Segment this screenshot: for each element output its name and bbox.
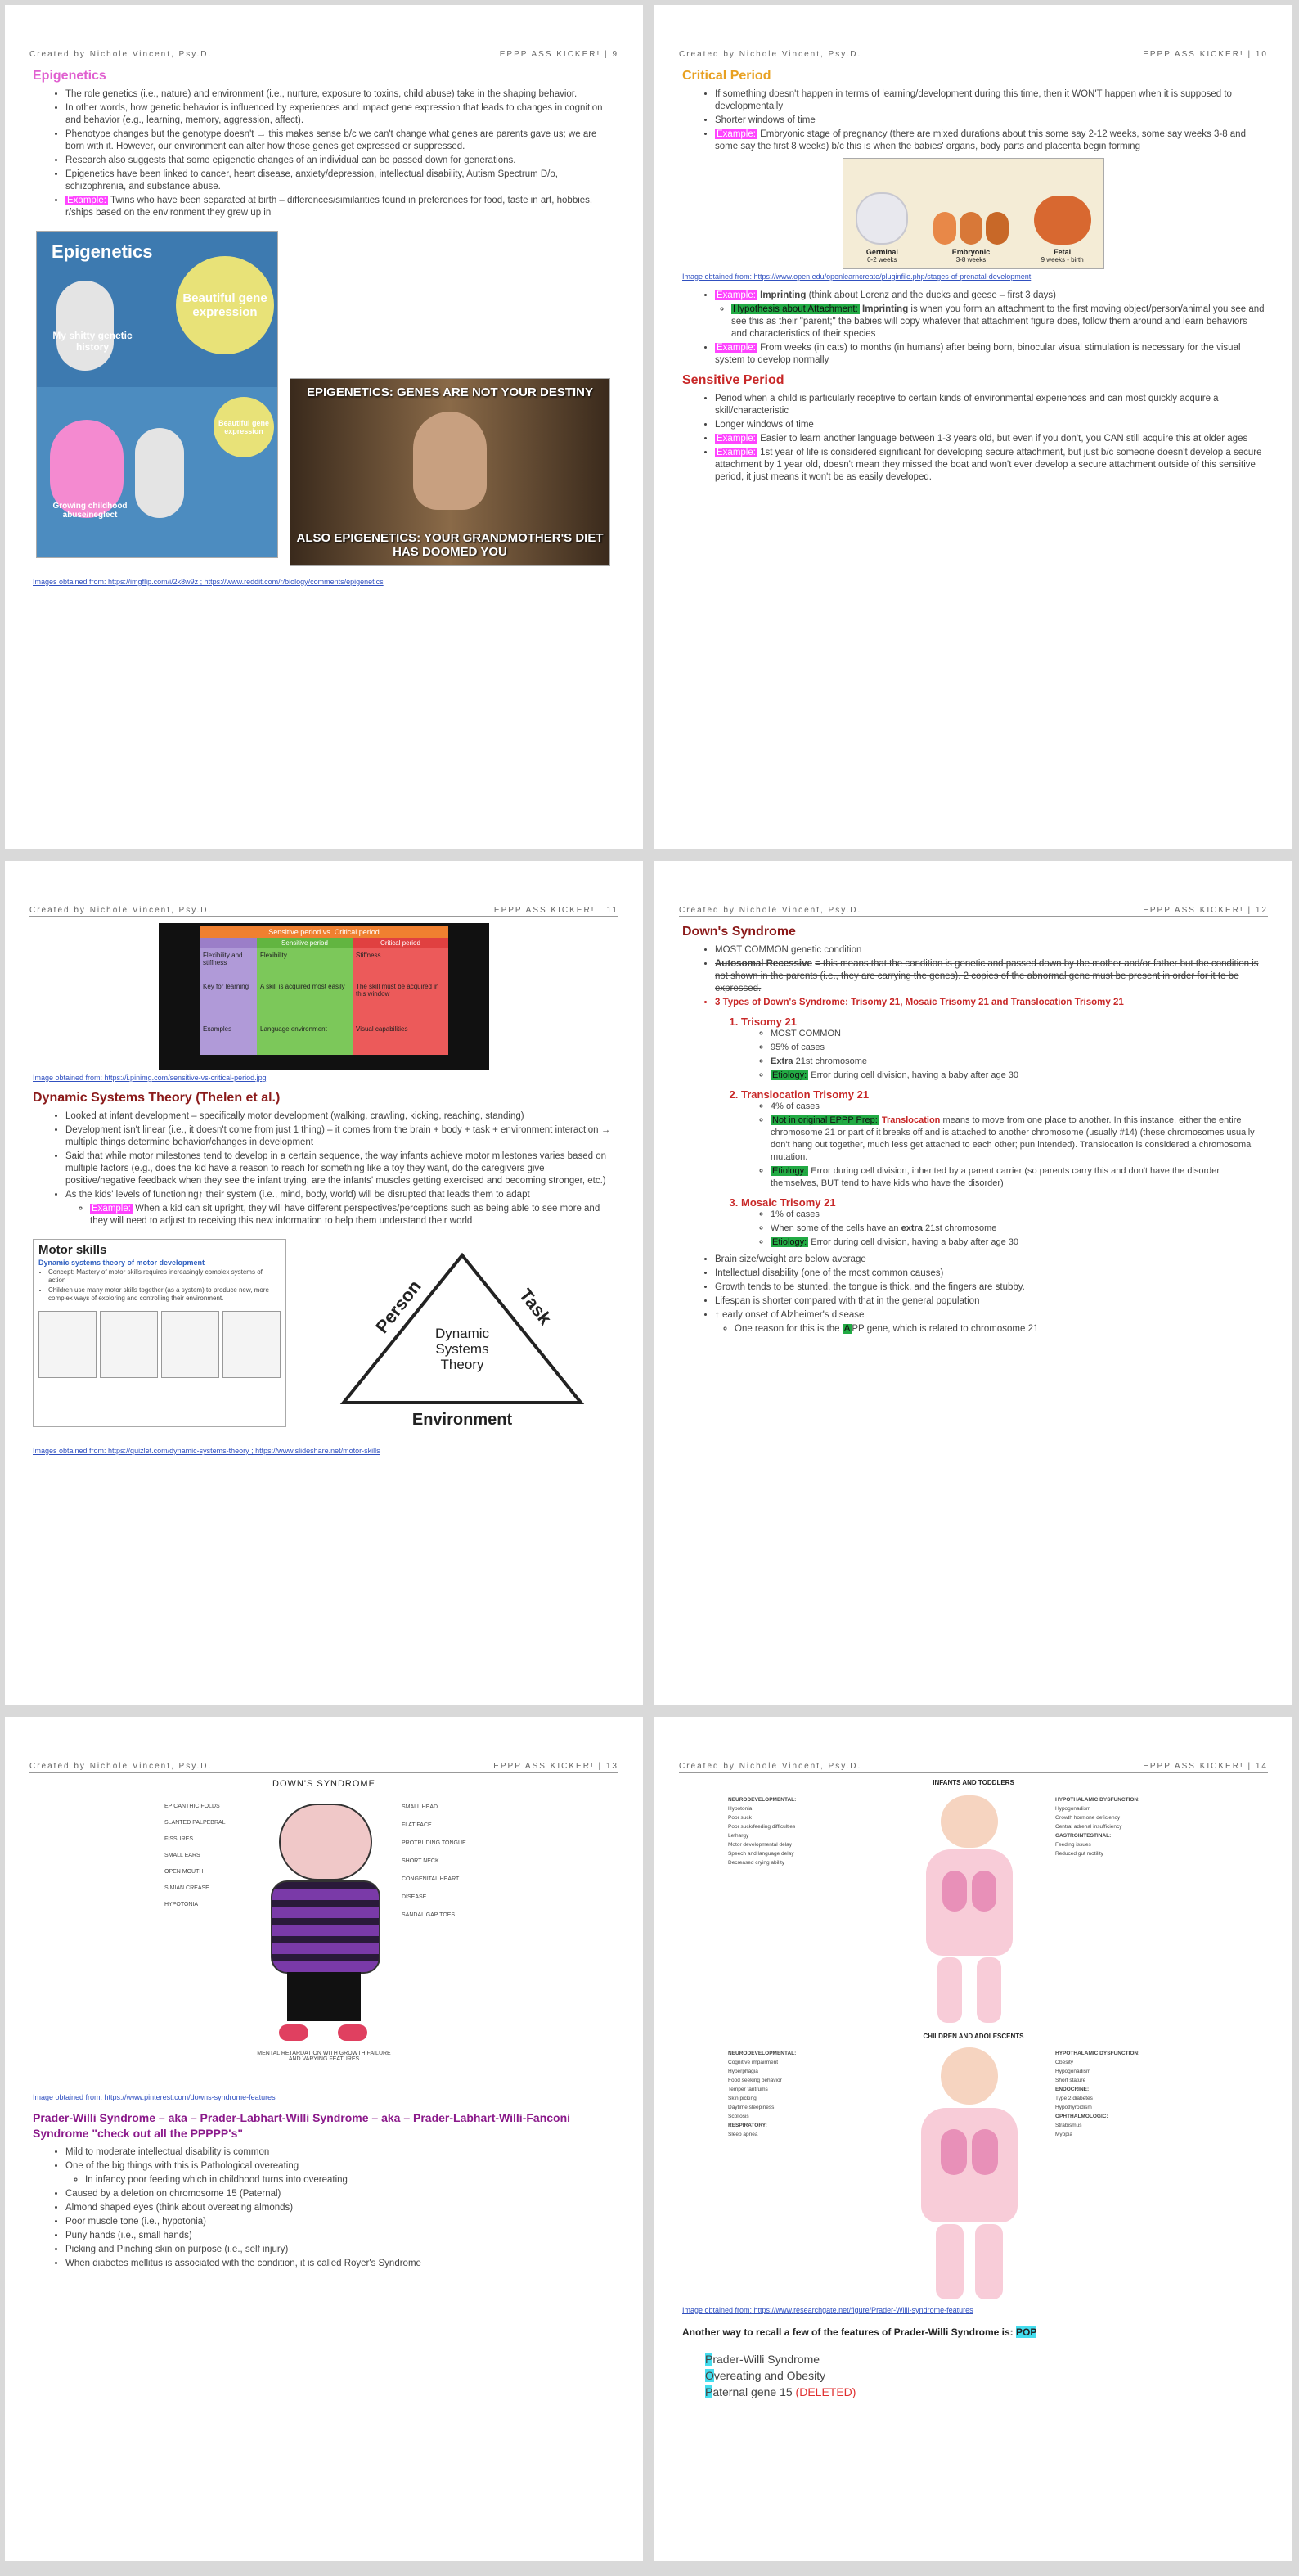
type-item: 3. Mosaic Trisomy 21 ◦ 1% of cases ◦ When some of the cells have an extra 21st chromosome ◦ Etiology: Error during cell division, having a baby after age 30 (741, 1196, 1265, 1249)
meme-panel-bottom (37, 387, 278, 558)
image-caption[interactable]: Image obtained from: https://www.researchgate.net/figure/Prader-Willi-syndrome-features (682, 2306, 973, 2314)
header-author: Created by Nichole Vincent, Psy.D. (29, 906, 213, 915)
example-label: Example: (717, 448, 756, 457)
left-labels: EPICANTHIC FOLDS SLANTED PALPEBRAL FISSURES SMALL EARS OPEN MOUTH SIMIAN CREASE HYPOTONIA (164, 1804, 226, 1907)
meme-panel-top (37, 232, 278, 387)
speech-bubble: Beautiful gene expression (214, 397, 274, 457)
list-item: ◦ One reason for this is the A PP gene, which is related to chromosome 21 (735, 1323, 1265, 1335)
stage-fetal: Fetal 9 weeks - birth (1034, 196, 1091, 263)
bullet-list (682, 393, 1265, 484)
mnemonic-line: Overeating and Obesity (705, 2369, 826, 2382)
example-label: Example: (717, 129, 756, 139)
child-shoe-left (279, 2024, 308, 2041)
section-title: Prader-Willi Syndrome – aka – Prader-Labhart-Willi Syndrome – aka – Prader-Labhart-Willi-Fanconi Syndrome "check out all the PPPPP's" (33, 2111, 571, 2140)
page-10 (654, 5, 1292, 849)
fetus-icon (1034, 196, 1091, 245)
meme-label: My shitty genetic history (52, 330, 133, 353)
figure-area (33, 1239, 615, 1443)
triangle-label-person: Person (371, 1276, 425, 1337)
list-item: • When diabetes mellitus is associated with the condition, it is called Royer's Syndrome (65, 2258, 615, 2270)
page-12 (654, 861, 1292, 1705)
section-title: Epigenetics (33, 69, 106, 83)
header-author: Created by Nichole Vincent, Psy.D. (679, 906, 862, 915)
hypothesis-label: Hypothesis about Attachment: (733, 304, 858, 314)
header-author: Created by Nichole Vincent, Psy.D. (679, 1762, 862, 1771)
page-header: Created by Nichole Vincent, Psy.D. EPPP ASS KICKER! | 12 (679, 902, 1268, 917)
mnemonic-highlight: POP (1016, 2326, 1037, 2338)
right-labels: SMALL HEAD FLAT FACE PROTRUDING TONGUE SHORT NECK CONGENITAL HEART DISEASE SANDAL GAP TOES (402, 1804, 466, 1918)
child-features-figure (712, 2033, 1235, 2303)
list-item: • The role genetics (i.e., nature) and environment (i.e., nurture, exposure to toxins, child abuse) take in the shaping behavior. (65, 88, 615, 101)
destiny-meme (290, 378, 610, 566)
header-brand: EPPP ASS KICKER! (493, 1762, 595, 1771)
bullet-list (682, 944, 1265, 1009)
child-right-list: HYPOTHALAMIC DYSFUNCTION: Obesity Hypogonadism Short stature ENDOCRINE: Type 2 diabetes Hypothyroidism OPHTHALMOLOGIC: Strabismus Myopia (1055, 2051, 1140, 2137)
recall-line: Another way to recall a few of the features of Prader-Willi Syndrome is: POP (682, 2326, 1037, 2338)
page-header: Created by Nichole Vincent, Psy.D. EPPP ASS KICKER! | 11 (29, 902, 618, 917)
meme-label: Growing childhood abuse/neglect (52, 502, 128, 520)
bullet-list (33, 88, 615, 219)
prenatal-stages-figure (843, 158, 1104, 269)
image-caption[interactable]: Images obtained from: https://quizlet.com/dynamic-systems-theory ; https://www.slideshare.net/motor-skills (33, 1447, 380, 1455)
list-item: • 3 Types of Down's Syndrome: Trisomy 21, Mosaic Trisomy 21 and Translocation Trisomy 21 (715, 997, 1265, 1009)
list-item: ◦ Hypothesis about Attachment: Imprinting is when you form an attachment to the first moving object/person/animal you see and see this as their "parent;" the babies will copy whatever that attachment figure does, follow them around and learn behaviors and characteristics of their species (731, 304, 1265, 340)
stage-germinal: Germinal 0-2 weeks (856, 192, 908, 263)
list-item: ◦ Example: When a kid can sit upright, they will have different perspectives/perceptions such as being able to see more and they will need to adjust to receiving this new information to help them understand their world (90, 1203, 615, 1227)
page-header: Created by Nichole Vincent, Psy.D. EPPP ASS KICKER! | 14 (679, 1758, 1268, 1773)
image-caption[interactable]: Images obtained from: https://imgflip.com/i/2k8w9z ; https://www.reddit.com/r/biology/comments/epigenetics (33, 578, 384, 586)
page-header: Created by Nichole Vincent, Psy.D. EPPP ASS KICKER! | 10 (679, 46, 1268, 61)
stage-embryonic: Embryonic 3-8 weeks (933, 212, 1009, 263)
list-item: • As the kids' levels of functioning↑ their system (i.e., mind, body, world) will be disrupted that leads them to adapt ◦ Example: When a kid can sit upright, they will have different perspectives/perceptions such as being able to see more and they will need to adjust to receiving this new information to help them understand their world (65, 1189, 615, 1227)
downs-syndrome-figure (164, 1779, 483, 2090)
example-label: Example: (717, 434, 756, 444)
child-shorts (287, 1972, 361, 2021)
slide-title: Motor skills (38, 1243, 107, 1257)
page-13 (5, 1717, 643, 2561)
example-label: Example: (717, 343, 756, 353)
types-list (682, 1016, 1265, 1249)
figure-title: DOWN'S SYNDROME (272, 1779, 375, 1789)
meme-area (33, 231, 615, 574)
header-brand: EPPP ASS KICKER! (1143, 50, 1244, 59)
triangle-label-task: Task (515, 1284, 556, 1329)
page-header: Created by Nichole Vincent, Psy.D. EPPP ASS KICKER! | 9 (29, 46, 618, 61)
list-item: • Almond shaped eyes (think about overeating almonds) (65, 2202, 615, 2214)
page-number: 11 (606, 906, 618, 915)
infant-head (941, 1795, 998, 1848)
example-text: Embryonic stage of pregnancy (there are mixed durations about this some say 2-12 weeks, some say weeks 3-8 and some say the first 8 weeks) b/c this is when the babies' organs, body parts and placenta begin forming (715, 129, 1246, 151)
header-brand: EPPP ASS KICKER! (1143, 906, 1244, 915)
illustration-strip (38, 1311, 281, 1378)
infant-torso (926, 1849, 1013, 1956)
mnemonic-list (705, 2351, 1265, 2400)
image-caption[interactable]: Image obtained from: https://i.pinimg.com/sensitive-vs-critical-period.jpg (33, 1074, 267, 1082)
epigenetics-meme (36, 231, 278, 558)
bullet-list (682, 290, 1265, 367)
triangle-center-label: Dynamic Systems Theory (434, 1326, 490, 1372)
list-item: • Intellectual disability (one of the most common causes) (715, 1268, 1265, 1280)
child-leg (936, 2224, 964, 2299)
infant-features-figure (712, 1779, 1235, 2033)
child-leg (975, 2224, 1003, 2299)
list-item: • Caused by a deletion on chromosome 15 (Paternal) (65, 2188, 615, 2200)
list-item: • Example: From weeks (in cats) to months (in humans) after being born, binocular visual stimulation is necessary for the visual system to develop normally (715, 342, 1265, 367)
lung-icon (972, 2129, 998, 2175)
section-title: Sensitive Period (682, 373, 784, 387)
mnemonic-line: Paternal gene 15 (DELETED) (705, 2385, 856, 2398)
infant-left-list: NEURODEVELOPMENTAL: Hypotonia Poor suck Poor suck/feeding difficulties Lethargy Motor developmental delay Speech and language delay Decreased crying ability (728, 1797, 797, 1866)
meme-title: Epigenetics (52, 241, 153, 262)
page-header: Created by Nichole Vincent, Psy.D. EPPP ASS KICKER! | 13 (29, 1758, 618, 1773)
list-item: • Picking and Pinching skin on purpose (i.e., self injury) (65, 2244, 615, 2256)
list-item: • ↑ early onset of Alzheimer's disease ◦ One reason for this is the A PP gene, which is related to chromosome 21 (715, 1309, 1265, 1335)
header-brand: EPPP ASS KICKER! (1143, 1762, 1244, 1771)
speech-bubble: Beautiful gene expression (176, 256, 274, 354)
list-item: • Example: Easier to learn another language between 1-3 years old, but even if you don't, you CAN still acquire this at older ages (715, 433, 1265, 445)
figure-title: CHILDREN AND ADOLESCENTS (923, 2033, 1024, 2040)
list-item: • Period when a child is particularly receptive to certain kinds of environmental experiences and can most quickly acquire a skill/characteristic (715, 393, 1265, 417)
child-torso (921, 2108, 1018, 2222)
child-head (941, 2047, 998, 2105)
table-header: Sensitive period vs. Critical period (200, 926, 448, 938)
lung-icon (942, 1871, 967, 1912)
bullet-list (33, 1110, 615, 1227)
list-item: • Mild to moderate intellectual disability is common (65, 2146, 615, 2159)
character-figure (56, 281, 114, 371)
example-label: Example: (67, 196, 106, 205)
slide-subtitle: Dynamic systems theory of motor development (38, 1259, 205, 1267)
header-author: Created by Nichole Vincent, Psy.D. (29, 1762, 213, 1771)
infant-leg (937, 1957, 962, 2023)
list-item: • Research also suggests that some epigenetic changes of an individual can be passed down for generations. (65, 155, 615, 167)
list-item: • Growth tends to be stunted, the tongue is thick, and the fingers are stubby. (715, 1281, 1265, 1294)
comparison-table: Sensitive period Critical period Flexibility and stiffness Flexibility Stiffness Key for learning A skill is acquired most easily The skill must be acquired in this window Examples Language environment Visual capabilities (200, 938, 448, 1055)
cell-icon (856, 192, 908, 245)
header-author: Created by Nichole Vincent, Psy.D. (29, 50, 213, 59)
page-number: 14 (1255, 1762, 1268, 1771)
page-number: 13 (605, 1762, 618, 1771)
page-number: 12 (1255, 906, 1268, 915)
list-item: • Said that while motor milestones tend to develop in a certain sequence, the way infants achieve motor milestones varies based on multiple factors (e.g., does the kid have a reason to reach for something like a toy they want, do the caregivers give positive/negative feedback when they see the infant trying, are the infants' muscles getting exercised and becoming stronger, etc.) (65, 1151, 615, 1187)
list-item: • Phenotype changes but the genotype doesn't → this makes sense b/c we can't change what genes are parents gave us; we are born with it. However, our environment can alter how those genes get expressed or suppressed. (65, 128, 615, 153)
section-title: Dynamic Systems Theory (Thelen et al.) (33, 1091, 281, 1105)
character-figure (135, 428, 184, 518)
child-shoe-right (338, 2024, 367, 2041)
list-item: • Autosomal Recessive = this means that the condition is genetic and passed down by the mother and/or father but the condition is not shown in the parents (i.e., they are carrying the genes). 2 copies of the abnormal gene must be present in order for it to be expressed. (715, 958, 1265, 995)
bullet-list (682, 1254, 1265, 1335)
bullet-list (682, 88, 1265, 153)
bullet-list (33, 2146, 615, 2270)
motor-skills-slide: Motor skills Dynamic systems theory of motor development • Concept: Mastery of motor skills requires increasingly complex systems of action • Children use many motor skills together (as a system) to produce new, more complex ways of exploring and controlling their environment. (33, 1239, 286, 1427)
page-number: 10 (1255, 50, 1268, 59)
image-caption[interactable]: Image obtained from: https://www.open.edu/openlearncreate/pluginfile.php/stages-of-prenatal-development (682, 272, 1032, 281)
triangle-label-environment: Environment (411, 1411, 513, 1429)
section-title: Down's Syndrome (682, 925, 796, 939)
example-label: Example: (717, 290, 756, 300)
lung-icon (941, 2129, 967, 2175)
child-left-list: NEURODEVELOPMENTAL: Cognitive impairment Hyperphagia Food seeking behavior Temper tantrums Skin picking Daytime sleepiness Scoliosis RESPIRATORY: Sleep apnea (728, 2051, 797, 2137)
lung-icon (972, 1871, 996, 1912)
list-item: • One of the big things with this is Pathological overeating ◦ In infancy poor feeding which in childhood turns into overeating (65, 2160, 615, 2186)
dynamic-systems-triangle (327, 1247, 597, 1435)
page-14 (654, 1717, 1292, 2561)
list-item: • Lifespan is shorter compared with that in the general population (715, 1295, 1265, 1308)
list-item: • In other words, how genetic behavior is influenced by experiences and impact gene expression that leads to changes in cognition and behavior (e.g., learning, memory, aggression, affect). (65, 102, 615, 127)
type-item: 2. Translocation Trisomy 21 ◦ 4% of cases ◦ Not in original EPPP Prep: Translocation means to move from one place to another. In this instance, either the entire chromosome 21 or part of it breaks off and is attached to another chromosome (usually #14) (these chromosomes usually don't hang out together, much less get attached to each other; pun intended). Translocation is considered a chromosomal mutation. ◦ Etiology: Error during cell division, inherited by a parent carrier (so parents carry this and don't have the disorder themselves, BUT tend to have kids who have the disorder) (741, 1088, 1265, 1190)
list-item: • MOST COMMON genetic condition (715, 944, 1265, 957)
mnemonic-line: Prader-Willi Syndrome (705, 2353, 820, 2366)
example-text: Twins who have been separated at birth – differences/similarities found in preferences for food, taste in art, hobbies, r/ships based on the environment they grew up in (65, 196, 593, 218)
infant-right-list: HYPOTHALAMIC DYSFUNCTION: Hypogonadism Growth hormone deficiency Central adrenal insufficiency GASTROINTESTINAL: Feeding issues Reduced gut motility (1055, 1797, 1140, 1857)
list-item: • Puny hands (i.e., small hands) (65, 2230, 615, 2242)
header-brand: EPPP ASS KICKER! (499, 50, 601, 59)
list-item (715, 128, 1265, 153)
list-item: • Longer windows of time (715, 419, 1265, 431)
list-item: • If something doesn't happen in terms of learning/development during this time, then it WON'T happen when it is supposed to developmentally (715, 88, 1265, 113)
header-author: Created by Nichole Vincent, Psy.D. (679, 50, 862, 59)
list-item: • Example: Imprinting (think about Lorenz and the ducks and geese – first 3 days) ◦ Hypothesis about Attachment: Imprinting is when you form an attachment to the first moving object/person/animal you see and see this as their "parent;" the babies will copy whatever that attachment figure does, follow them around and learn behaviors and characteristics of their species (715, 290, 1265, 340)
figure-title: INFANTS AND TODDLERS (933, 1779, 1014, 1786)
child-head (279, 1804, 372, 1880)
list-item: • Looked at infant development – specifically motor development (walking, crawling, kicking, reaching, standing) (65, 1110, 615, 1123)
list-item: • Development isn't linear (i.e., it doesn't come from just 1 thing) – it comes from the brain + body + task + environment interaction → multiple things determine behavior/changes in development (65, 1124, 615, 1149)
page-number: 9 (612, 50, 618, 59)
list-item: • Brain size/weight are below average (715, 1254, 1265, 1266)
header-brand: EPPP ASS KICKER! (493, 906, 596, 915)
page-11 (5, 861, 643, 1705)
list-item: • Example: 1st year of life is considered significant for developing secure attachment, but just b/c someone doesn't develop a secure attachment by 1 year old, doesn't mean they missed the boat and won't ever develop a secure attachment outside of this sensitive period, it just means it won't be as easily developed. (715, 447, 1265, 484)
example-label: Example: (92, 1204, 131, 1214)
list-item: • Poor muscle tone (i.e., hypotonia) (65, 2216, 615, 2228)
meme-top-text: EPIGENETICS: GENES ARE NOT YOUR DESTINY (306, 385, 594, 399)
list-item (65, 195, 615, 219)
type-item: 1. Trisomy 21 ◦ MOST COMMON ◦ 95% of cases ◦ Extra 21st chromosome ◦ Etiology: Error during cell division, having a baby after age 30 (741, 1016, 1265, 1082)
image-caption[interactable]: Image obtained from: https://www.pinterest.com/downs-syndrome-features (33, 2093, 276, 2101)
page-9 (5, 5, 643, 849)
face-shape (413, 412, 487, 510)
figure-note: MENTAL RETARDATION WITH GROWTH FAILURE AND VARYING FEATURES (257, 2051, 391, 2062)
list-item: • Epigenetics have been linked to cancer, heart disease, anxiety/depression, intellectual disability, Autism Spectrum D/o, schizophrenia, and substance abuse. (65, 169, 615, 193)
section-title: Critical Period (682, 69, 771, 83)
list-item: • Shorter windows of time (715, 115, 1265, 127)
infant-leg (977, 1957, 1001, 2023)
meme-bottom-text: ALSO EPIGENETICS: YOUR GRANDMOTHER'S DIET HAS DOOMED YOU (296, 531, 604, 559)
child-striped-shirt (271, 1880, 380, 1974)
comparison-table-figure (159, 923, 489, 1070)
